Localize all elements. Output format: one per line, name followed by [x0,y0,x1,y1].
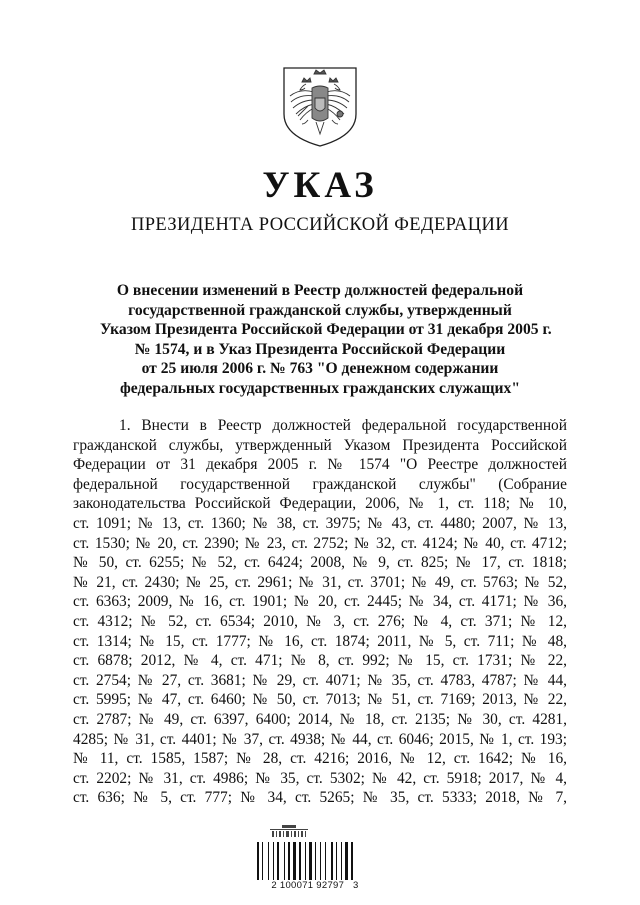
paragraph-line: № 11, ст. 1585, 1587; № 28, ст. 4216; 2016, № 12, ст. 1642; № 16, [73,750,567,768]
subject-line: государственной гражданской службы, утвержденный [128,301,512,319]
paragraph-line: законодательства Российской Федерации, 2006, № 1, ст. 118; № 10, [73,495,567,513]
paragraph-line: ст. 636; № 5, ст. 777; № 34, ст. 5265; № 35, ст. 5333; 2018, № 7, [73,789,567,807]
paragraph-line: ст. 5995; № 47, ст. 6460; № 50, ст. 7013; № 51, ст. 7169; 2013, № 22, [73,691,567,709]
paragraph-line: № 21, ст. 2430; № 25, ст. 2961; № 31, ст. 3701; № 49, ст. 5763; № 52, [73,573,567,591]
barcode-number: 2 100071 92797 3 [271,880,359,891]
serial-stamp-icon [268,825,310,839]
subject-line: федеральных государственных гражданских служащих" [120,379,520,397]
paragraph-line: ст. 6363; 2009, № 16, ст. 1901; № 20, ст. 2445; № 34, ст. 4171; № 36, [73,593,567,611]
paragraph-line: 4285; № 31, ст. 4401; № 37, ст. 4938; № 44, ст. 6046; 2015, № 1, ст. 193; [73,730,567,748]
issuer-title: ПРЕЗИДЕНТА РОССИЙСКОЙ ФЕДЕРАЦИИ [130,215,510,235]
paragraph-line: ст. 4312; № 52, ст. 6534; 2010, № 3, ст. 276; № 4, ст. 371; № 12, [73,612,567,630]
paragraph-line: ст. 6878; 2012, № 4, ст. 471; № 8, ст. 992; № 15, ст. 1731; № 22, [73,652,567,670]
decree-body [73,416,567,808]
paragraph-line: ст. 1091; № 13, ст. 1360; № 38, ст. 3975; № 43, ст. 4480; 2007, № 13, [73,514,567,532]
subject-line: № 1574, и в Указ Президента Российской Федерации [134,340,506,358]
decree-title: УКАЗ [262,165,378,206]
paragraph-line: федеральной государственной гражданской службы" (Собрание [73,475,567,493]
paragraph-line: ст. 1314; № 15, ст. 1777; № 16, ст. 1874; 2011, № 5, ст. 711; № 48, [73,632,567,650]
paragraph-line: Федерации от 31 декабря 2005 г. № 1574 "О Реестре должностей [73,456,567,474]
subject-line: О внесении изменений в Реестр должностей федеральной [116,282,524,299]
russian-coat-of-arms-icon [278,62,362,148]
paragraph-line: ст. 1530; № 20, ст. 2390; № 23, ст. 2752; № 32, ст. 4124; № 40, ст. 4712; [73,534,567,552]
subject-line: Указом Президента Российской Федерации от 31 декабря 2005 г. [100,321,552,339]
paragraph-line: ст. 2787; № 49, ст. 6397, 6400; 2014, № 18, ст. 2135; № 30, ст. 4281, [73,710,567,728]
barcode-icon [256,842,372,880]
paragraph-line: гражданской службы, утвержденный Указом Президента Российской [73,436,567,454]
decree-subject [100,281,552,399]
paragraph-line: № 50, ст. 6255; № 52, ст. 6424; 2008, № 9, ст. 825; № 17, ст. 1818; [73,554,567,572]
paragraph-line: ст. 2202; № 31, ст. 4986; № 35, ст. 5302; № 42, ст. 5918; 2017, № 4, [73,769,567,787]
subject-line: от 25 июля 2006 г. № 763 "О денежном содержании [141,360,499,378]
paragraph-line: 1. Внести в Реестр должностей федеральной государственной [119,417,567,434]
paragraph-line: ст. 2754; № 27, ст. 3681; № 29, ст. 4071; № 35, ст. 4783, 4787; № 44, [73,671,567,689]
